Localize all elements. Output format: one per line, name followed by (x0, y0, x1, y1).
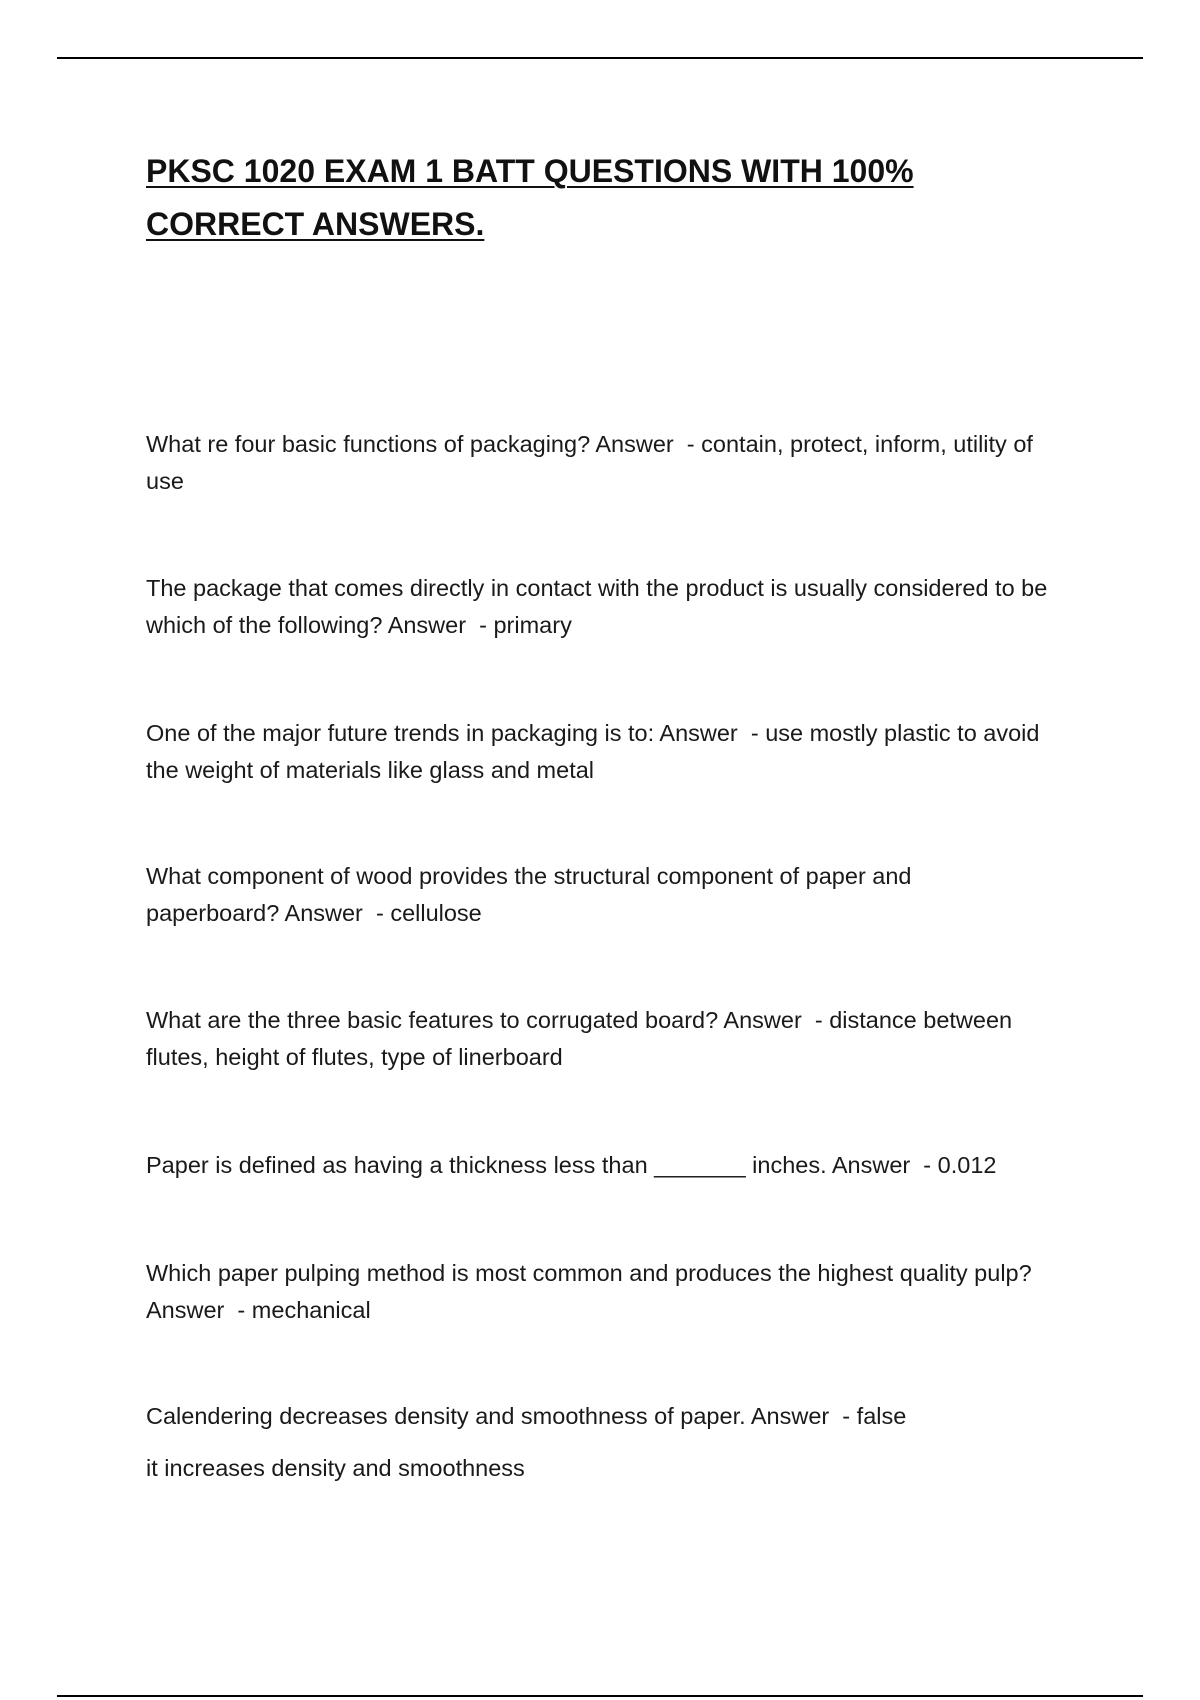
footer-rule (57, 1695, 1143, 1697)
question-text: The package that comes directly in contact with the product is usually considered to be which of the following? (146, 575, 1048, 638)
answer-explanation: it increases density and smoothness (146, 1455, 525, 1481)
question-text: What component of wood provides the structural component of paper and paperboard? (146, 863, 912, 926)
question-text: Paper is defined as having a thickness less than _______ inches. (146, 1152, 827, 1178)
answer-label: Answer (284, 900, 363, 926)
qa-item-8: Calendering decreases density and smoothness of paper. Answer - false (146, 1403, 907, 1429)
document-title (146, 145, 1046, 251)
answer-label: Answer (831, 1152, 911, 1178)
question-text: What are the three basic features to corrugated board? (146, 1007, 719, 1033)
qa-item-5: What are the three basic features to corrugated board? Answer - distance between flutes, height of flutes, type of linerboard (146, 1007, 1013, 1070)
qa-item-7: Which paper pulping method is most common and produces the highest quality pulp? Answer - mechanical (146, 1260, 1032, 1323)
qa-item-6: Paper is defined as having a thickness less than _______ inches. Answer - 0.012 (146, 1152, 997, 1178)
answer-label: Answer (146, 1297, 225, 1323)
answer-text: use mostly plastic to avoid the weight of materials like glass and metal (146, 720, 1040, 783)
answer-text: false (856, 1403, 907, 1429)
qa-item-3: One of the major future trends in packaging is to: Answer - use mostly plastic to avoid the weight of materials like glass and metal (146, 720, 1040, 783)
question-text: Calendering decreases density and smoothness of paper. (146, 1403, 746, 1429)
question-text: One of the major future trends in packaging is to: (146, 720, 655, 746)
qa-item-1: What re four basic functions of packaging? Answer - contain, protect, inform, utility of use (146, 431, 1033, 494)
answer-label: Answer (750, 1403, 830, 1429)
answer-label: Answer (659, 720, 738, 746)
answer-text: cellulose (390, 900, 482, 926)
question-text: Which paper pulping method is most common and produces the highest quality pulp? (146, 1260, 1032, 1286)
title-line-1: PKSC 1020 EXAM 1 BATT QUESTIONS WITH 100% (146, 153, 914, 189)
header-rule (57, 57, 1143, 59)
answer-text: distance between flutes, height of flutes, type of linerboard (146, 1007, 1013, 1070)
qa-item-4: What component of wood provides the structural component of paper and paperboard? Answer - cellulose (146, 863, 912, 926)
answer-label: Answer (723, 1007, 802, 1033)
question-text: What re four basic functions of packaging? (146, 431, 591, 457)
qa-item-2: The package that comes directly in contact with the product is usually considered to be which of the following? Answer - primary (146, 575, 1048, 638)
answer-label: Answer (387, 612, 467, 638)
answer-text: primary (493, 612, 572, 638)
answer-label: Answer (595, 431, 674, 457)
title-line-2: CORRECT ANSWERS. (146, 206, 485, 242)
answer-text: 0.012 (937, 1152, 997, 1178)
answer-text: contain, protect, inform, utility of use (146, 431, 1033, 494)
answer-text: mechanical (251, 1297, 371, 1323)
